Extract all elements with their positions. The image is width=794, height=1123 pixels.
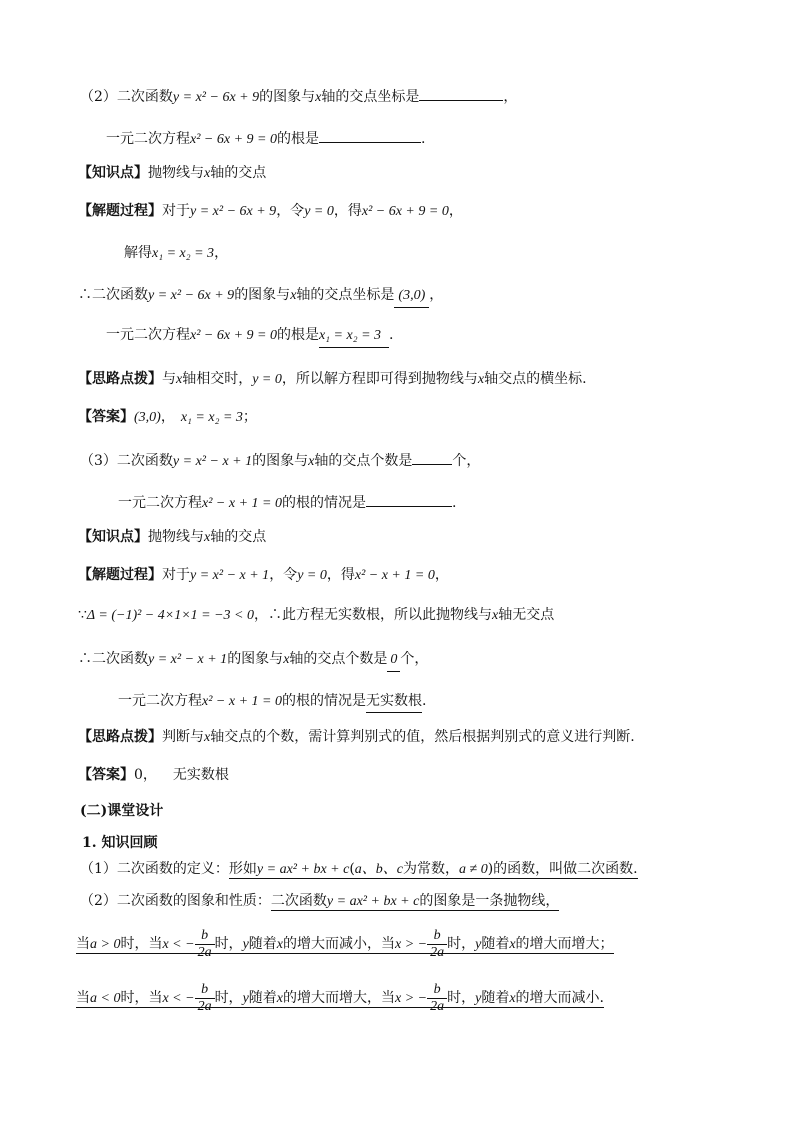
rule-a-negative [76,980,604,1017]
q2-answer [78,406,257,429]
q3-delta-axis: x [492,608,499,623]
r2-y: y [242,991,249,1006]
r2-t1: 时，当 [120,990,163,1006]
prop-text2: 的图象是一条抛物线， [419,893,560,909]
r1-cond: a > 0 [90,937,121,952]
q2-tip-text3: ，所以解方程即可得到抛物线与 [281,371,478,387]
frac-num: b [427,928,447,945]
frac-den: 2a [430,944,445,960]
q3-ans-1: 0 [134,767,143,783]
q3-sol-y0: y = 0 [297,568,327,583]
frac-num: b [195,928,215,945]
q2-concl1-func: y = x² − 6x + 9 [148,288,235,303]
r2-t6: 随着 [481,990,510,1006]
q3-func: y = x² − x + 1 [172,454,253,469]
q2-prefix: （2）二次函数 [80,89,173,105]
prop-text1: 二次函数 [270,893,327,909]
q2-answer-blank-2[interactable] [319,128,421,143]
r1-x1: x < − [162,937,195,952]
q2-tip-text4: 轴交点的横坐标. [484,371,587,387]
r2-t5: 时， [447,990,476,1006]
q3-concl2-answer: 无实数根 [366,690,422,713]
q2-concl2-prefix: 一元二次方程 [106,327,190,343]
q3-delta-sep: ， [254,607,268,623]
frac-num: b [427,982,447,999]
q2-concl1-axis: x [290,288,297,303]
prop-prefix: （2）二次函数的图象和性质： [80,893,271,909]
q3-concl1-answer: 0 [387,649,400,672]
q3-sol-text3: ，得 [326,567,355,583]
q2-ans-2: x₁ = x₂ = 3 [180,410,243,425]
q3-tip-axis: x [204,730,211,745]
q3-sol-text4: ， [434,567,449,583]
q2-tip-text1: 与 [162,371,176,387]
r2-t7: 的增大而减小. [515,990,604,1006]
q2-tip-axis: x [176,372,183,387]
r2-x2: x > − [395,991,428,1006]
q3-kp-label: 【知识点】 [78,529,148,545]
therefore-symbol: ∴ [78,651,92,667]
q2-concl1-answer: (3,0) [394,285,429,308]
r2-cond: a < 0 [90,991,121,1006]
q2-sol-y0: y = 0 [304,204,334,219]
q3-kp-text2: 轴的交点 [210,529,267,545]
q3-question-line1 [80,450,480,473]
q3-concl2-mid: 的根的情况是 [281,693,366,709]
q2-knowledge-point [78,162,266,185]
q3-answer-blank-2[interactable] [366,492,452,507]
q2-tip-axis2: x [477,372,485,387]
q3-knowledge-point [78,526,266,549]
q2-ans-end: ； [242,409,257,425]
q2-question-line1 [80,86,517,109]
q3-sol-func: y = x² − x + 1 [190,568,270,583]
q2-end: ， [503,89,518,105]
q2-sol-func: y = x² − 6x + 9 [190,204,277,219]
r1-t3: 随着 [248,936,277,952]
q3-tip-label: 【思路点拨】 [78,729,162,745]
frac-den: 2a [197,998,212,1014]
q3-concl1-mid: 的图象与 [227,651,284,667]
prop-underlined [271,893,559,911]
q3-concl1-prefix: 二次函数 [92,651,148,667]
q3-tip-text1: 判断与 [162,729,204,745]
def-underlined [229,861,638,879]
r1-t4: 的增大而减小，当 [283,936,395,952]
q2-concl1-end: ， [429,287,444,303]
q2-concl1-prefix: 二次函数 [92,287,148,303]
q3-tip [78,726,635,749]
q2-solve-eq: x₁ = x₂ = 3 [152,246,215,261]
r1-t2: 时， [214,936,243,952]
because-symbol: ∵ [78,607,87,623]
q2-ans-1: (3,0) [134,410,161,425]
q3-line2-suffix: 的根的情况是 [281,495,366,511]
r2-x: x [276,991,283,1006]
q2-kp-axis: x [204,166,211,181]
q2-solve-line [124,242,228,265]
q3-tip-text2: 轴交点的个数，需计算判别式的值，然后根据判别式的意义进行判断. [210,729,635,745]
q2-question-line2 [106,128,425,151]
therefore-symbol: ∴ [78,287,92,303]
q2-tip-y0: y = 0 [252,372,282,387]
def-prefix: （1）二次函数的定义： [80,861,229,877]
q3-sol-text2: ，令 [269,567,298,583]
q3-delta-text: ∴此方程无实数根，所以此抛物线与 [268,607,492,623]
q3-line2-end: . [451,495,457,511]
q2-axis: x [315,90,322,105]
q2-conclusion-line2 [106,324,393,348]
rule-a-positive [76,926,614,963]
q2-eq: x² − 6x + 9 = 0 [190,132,277,147]
q2-sol-label: 【解题过程】 [78,203,162,219]
q2-solve-label: 解得 [124,245,152,261]
q3-eq: x² − x + 1 = 0 [202,496,282,511]
q2-mid: 的图象与 [259,89,316,105]
r1-x3: x [509,937,516,952]
r1-y2: y [475,937,482,952]
q3-kp-text: 抛物线与 [148,529,204,545]
q3-delta-line [78,604,554,627]
q2-sol-eq: x² − 6x + 9 = 0 [361,204,449,219]
q2-kp-text: 抛物线与 [148,165,204,181]
q3-solution-line1 [78,564,449,587]
section-subheading-text: 1. 知识回顾 [82,835,158,851]
q3-axis: x [308,454,315,469]
r2-t3: 随着 [248,990,277,1006]
q2-ans-sep: ， [160,409,175,425]
q2-concl1-mid: 的图象与 [234,287,291,303]
r2-x3: x [509,991,516,1006]
r2-when: 当 [76,990,90,1006]
q2-suffix: 轴的交点坐标是 [321,89,420,105]
r2-t2: 时， [214,990,243,1006]
frac-den: 2a [430,998,445,1014]
r1-fraction-1 [195,928,215,961]
r1-t5: 时， [447,936,476,952]
r1-t1: 时，当 [120,936,163,952]
property-line [80,890,559,913]
r1-x: x [276,937,283,952]
prop-formula: y = ax² + bx + c [326,894,420,909]
q3-concl2-eq: x² − x + 1 = 0 [202,694,282,709]
q2-kp-text2: 轴的交点 [210,165,267,181]
section-subheading [82,832,158,854]
r2-fraction-1 [195,982,215,1015]
q2-line2-end: . [420,131,426,147]
q3-delta-text2: 轴无交点 [498,607,555,623]
q2-tip-text2: 轴相交时， [182,371,253,387]
r2-y2: y [475,991,482,1006]
q2-ans-label: 【答案】 [78,409,134,425]
q2-sol-text1: 对于 [162,203,190,219]
def-text4: )的函数，叫做二次函数. [487,861,638,877]
q3-end: 个， [452,453,481,469]
q2-solve-end: ， [214,245,229,261]
q2-kp-label: 【知识点】 [78,165,148,181]
q3-concl1-end: 个， [400,651,429,667]
q3-kp-axis: x [204,530,211,545]
q3-mid: 的图象与 [252,453,309,469]
section-heading-text: (二)课堂设计 [80,803,164,819]
q2-conclusion-line1 [78,284,443,308]
r2-fraction-2 [427,982,447,1015]
q2-concl2-eq: x² − 6x + 9 = 0 [190,328,277,343]
q3-concl2-prefix: 一元二次方程 [118,693,202,709]
q3-suffix: 轴的交点个数是 [314,453,413,469]
q3-ans-sep: ， [142,767,157,783]
def-formula: y = ax² + bx + c [256,862,350,877]
q3-concl2-end: . [421,693,427,709]
q3-sol-text1: 对于 [162,567,190,583]
q2-tip-label: 【思路点拨】 [78,371,162,387]
q2-concl2-answer: x₁ = x₂ = 3 [319,325,389,348]
rule2-underlined [76,981,604,1014]
q3-concl1-suffix: 轴的交点个数是 [289,651,388,667]
q3-question-line2 [118,492,456,515]
q3-sol-eq: x² − x + 1 = 0 [354,568,435,583]
frac-den: 2a [197,944,212,960]
q3-prefix: （3）二次函数 [80,453,173,469]
rule1-underlined [76,927,614,960]
q3-sol-label: 【解题过程】 [78,567,162,583]
definition-line [80,858,638,881]
q2-concl1-suffix: 轴的交点坐标是 [296,287,395,303]
def-vars: a、b、c [354,862,404,877]
frac-num: b [195,982,215,999]
def-cond: a ≠ 0 [459,862,488,877]
q2-sol-text4: ， [448,203,463,219]
q3-ans-label: 【答案】 [78,767,134,783]
q2-line2-prefix: 一元二次方程 [106,131,190,147]
q3-conclusion-line1 [78,648,428,672]
q2-tip [78,368,587,391]
q3-concl1-axis: x [283,652,290,667]
q2-answer-blank-1[interactable] [419,86,503,101]
q2-solution-line1 [78,200,463,223]
q2-concl2-end: . [389,327,394,343]
r1-t6: 随着 [481,936,510,952]
r1-fraction-2 [427,928,447,961]
q3-conclusion-line2 [118,690,426,713]
def-text2: ( [349,861,355,877]
q3-answer-blank-1[interactable] [412,450,452,465]
q3-concl1-func: y = x² − x + 1 [148,652,228,667]
q3-answer [78,764,229,786]
q2-sol-text2: ，令 [276,203,305,219]
def-text3: 为常数， [403,861,460,877]
r2-x1: x < − [162,991,195,1006]
r1-t7: 的增大而增大； [515,936,614,952]
q2-func: y = x² − 6x + 9 [172,90,260,105]
section-heading [80,800,163,822]
q3-ans-2: 无实数根 [172,767,229,783]
q2-line2-suffix: 的根是 [276,131,319,147]
r1-x2: x > − [395,937,428,952]
r1-when: 当 [76,936,90,952]
r2-t4: 的增大而增大，当 [283,990,395,1006]
q2-sol-text3: ，得 [333,203,362,219]
r1-y: y [242,937,249,952]
q3-line2-prefix: 一元二次方程 [118,495,202,511]
q3-delta: Δ = (−1)² − 4×1×1 = −3 < 0 [86,608,254,623]
def-text1: 形如 [228,861,257,877]
q2-concl2-mid: 的根是 [276,327,319,343]
